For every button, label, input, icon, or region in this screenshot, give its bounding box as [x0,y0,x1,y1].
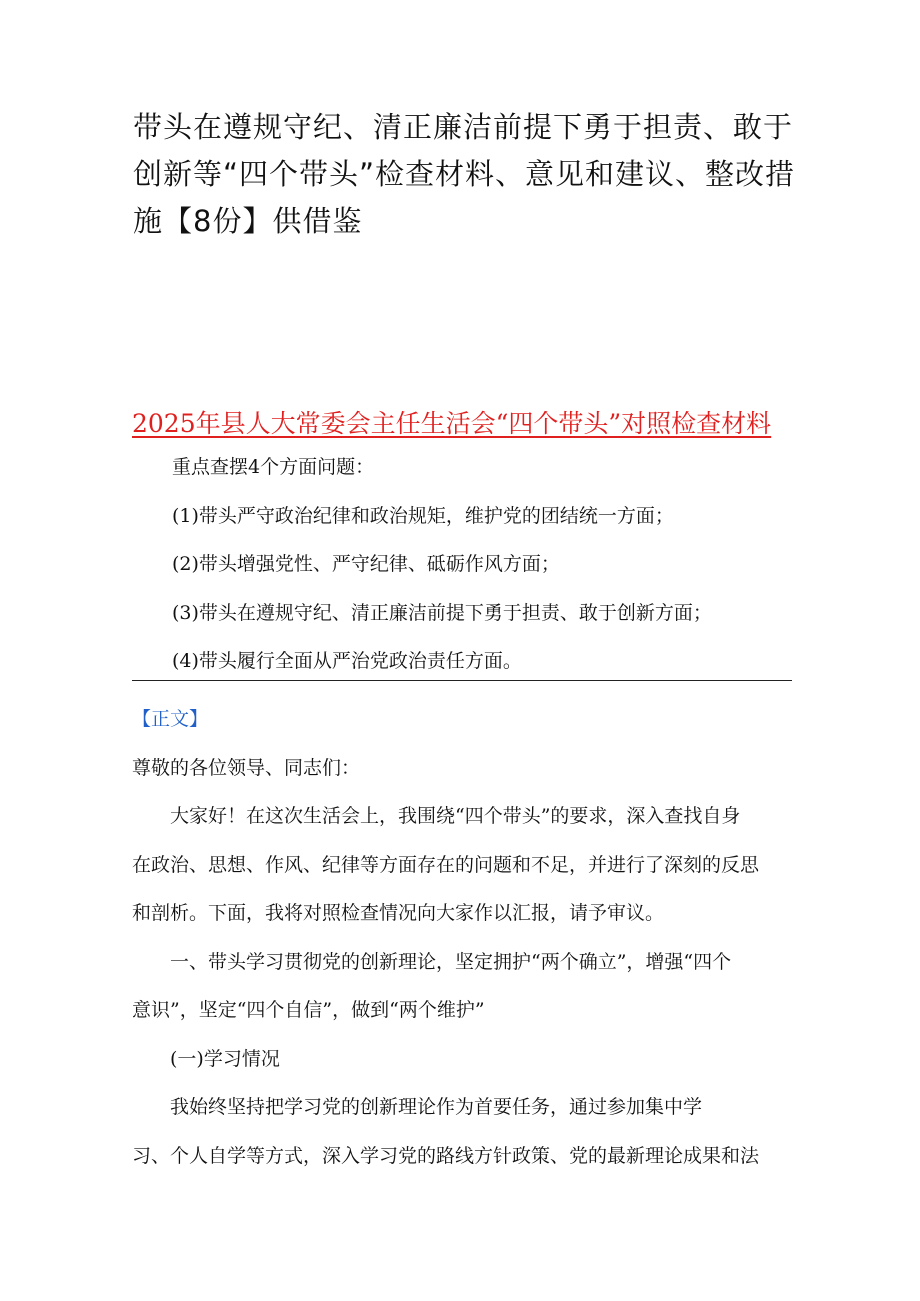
salutation: 尊敬的各位领导、同志们： [132,756,361,779]
issue-item-3: (3)带头在遵规守纪、清正廉洁前提下勇于担责、敢于创新方面； [172,601,712,624]
subsection-1-heading: (一)学习情况 [170,1047,280,1070]
main-text [132,695,796,1180]
issue-item-2: (2)带头增强党性、严守纪律、砥砺作风方面； [172,553,560,575]
paragraph-1-line-3: 和剖析。下面，我将对照检查情况向大家作以汇报，请予审议。 [132,902,665,924]
section-1-heading-line-1: 一、带头学习贯彻党的创新理论，坚定拥护“两个确立”，增强“四个 [170,950,732,973]
paragraph-1-line-1: 大家好！在这次生活会上，我围绕“四个带头”的要求，深入查找自身 [170,805,741,827]
issues-list [172,452,792,695]
paragraph-2-line-2: 习、个人自学等方式，深入学习党的路线方针政策、党的最新理论成果和法 [132,1144,760,1167]
issue-item-1: (1)带头严守政治纪律和政治规矩，维护党的团结统一方面； [172,504,674,527]
report-heading: 2025年县人大常委会主任生活会“四个带头”对照检查材料 [132,409,772,438]
section-divider [132,680,792,681]
document-title: 带头在遵规守纪、清正廉洁前提下勇于担责、敢于创新等“四个带头”检查材料、意见和建议、整改措施【8份】供借鉴 [133,110,796,238]
paragraph-1-line-2: 在政治、思想、作风、纪律等方面存在的问题和不足，并进行了深刻的反思 [132,853,760,876]
paragraph-2-line-1: 我始终坚持把学习党的创新理论作为首要任务，通过参加集中学 [170,1096,703,1118]
issues-intro: 重点查摆4个方面问题： [172,456,375,478]
section-1-heading-line-2: 意识”，坚定“四个自信”，做到“两个维护” [132,999,485,1021]
section-label: 【正文】 [132,708,209,730]
issue-item-4: (4)带头履行全面从严治党政治责任方面。 [172,650,522,672]
